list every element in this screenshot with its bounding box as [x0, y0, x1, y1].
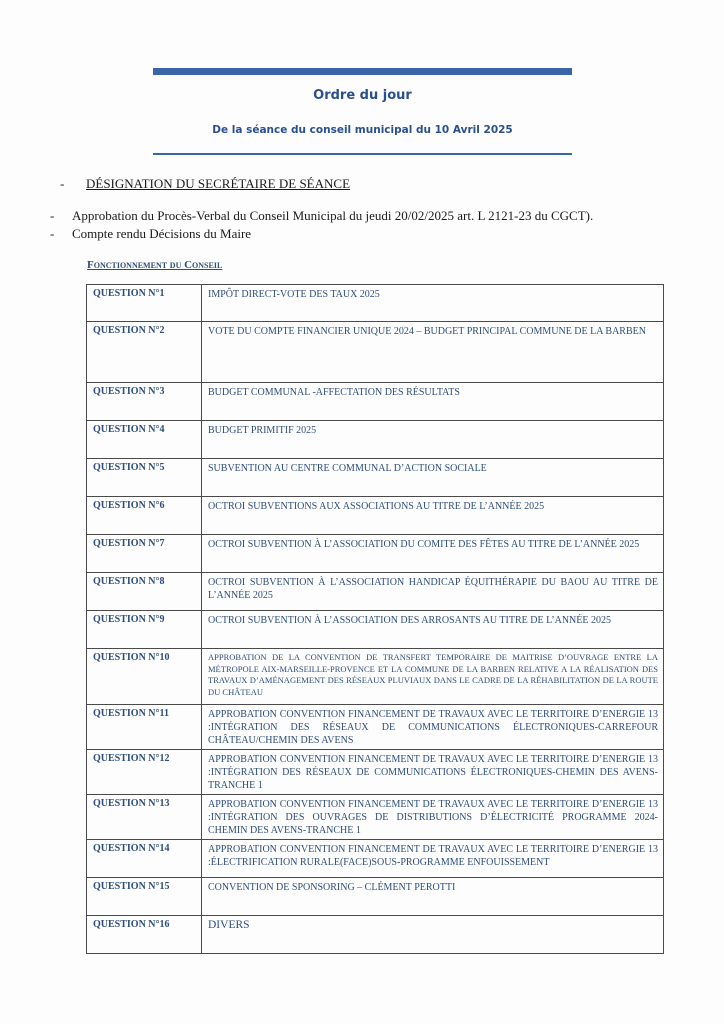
document-subtitle: De la séance du conseil municipal du 10 Avril 2025 — [212, 124, 513, 136]
list-dash: - — [50, 226, 55, 241]
question-label: QUESTION N°16 — [87, 916, 202, 954]
question-label: QUESTION N°14 — [87, 840, 202, 878]
question-label: QUESTION N°1 — [87, 285, 202, 322]
designation-text: DÉSIGNATION DU SECRÉTAIRE DE SÉANCE — [86, 176, 351, 191]
question-label: QUESTION N°13 — [87, 795, 202, 840]
question-label: QUESTION N°2 — [87, 322, 202, 383]
table-row — [87, 750, 664, 795]
table-row — [87, 322, 664, 383]
table-row — [87, 535, 664, 573]
table-row — [87, 421, 664, 459]
question-text: OCTROI SUBVENTION À L’ASSOCIATION DES ARROSANTS AU TITRE DE L’ANNÉE 2025 — [202, 611, 664, 649]
table-row — [87, 383, 664, 421]
table-row — [87, 705, 664, 750]
question-label: QUESTION N°9 — [87, 611, 202, 649]
document-title: Ordre du jour — [313, 88, 412, 103]
question-text: APPROBATION CONVENTION FINANCEMENT DE TRAVAUX AVEC LE TERRITOIRE D’ENERGIE 13 :INTÉGRATION DES OUVRAGES DE DISTRIBUTIONS D’ÉLECTRICITÉ PROGRAMME 2024- CHEMIN DES AVENS-TRANCHE 1 — [202, 795, 664, 840]
question-label: QUESTION N°6 — [87, 497, 202, 535]
question-text: SUBVENTION AU CENTRE COMMUNAL D’ACTION SOCIALE — [202, 459, 664, 497]
question-text: APPROBATION DE LA CONVENTION DE TRANSFERT TEMPORAIRE DE MAITRISE D’OUVRAGE ENTRE LA MÉTROPOLE AIX-MARSEILLE-PROVENCE ET LA COMMUNE DE LA BARBEN RELATIVE A LA RÉALISATION DES TRAVAUX D’AMÉNAGEMENT DES RÉSEAUX PLUVIAUX DANS LE CADRE DE LA RÉHABILITATION DE LA ROUTE DU CHÂTEAU — [202, 649, 664, 705]
question-text: APPROBATION CONVENTION FINANCEMENT DE TRAVAUX AVEC LE TERRITOIRE D’ENERGIE 13 :INTÉGRATION DES RÉSEAUX DE COMMUNICATIONS ÉLECTRONIQUES-CARREFOUR CHÂTEAU/CHEMIN DES AVENS — [202, 705, 664, 750]
question-text: BUDGET PRIMITIF 2025 — [202, 421, 664, 459]
table-row — [87, 795, 664, 840]
designation-line — [60, 176, 350, 192]
table-row — [87, 916, 664, 954]
question-text: DIVERS — [202, 916, 664, 954]
question-text: OCTROI SUBVENTIONS AUX ASSOCIATIONS AU TITRE DE L’ANNÉE 2025 — [202, 497, 664, 535]
table-row — [87, 840, 664, 878]
question-label: QUESTION N°11 — [87, 705, 202, 750]
section-title: Fonctionnement du Conseil — [87, 259, 223, 271]
question-label: QUESTION N°12 — [87, 750, 202, 795]
question-label: QUESTION N°3 — [87, 383, 202, 421]
list-item — [50, 225, 593, 243]
question-label: QUESTION N°15 — [87, 878, 202, 916]
header-bottom-rule — [153, 153, 572, 155]
header-top-rule — [153, 68, 572, 75]
list-item — [50, 207, 593, 225]
table-row — [87, 497, 664, 535]
table-row — [87, 649, 664, 705]
table-row — [87, 459, 664, 497]
list-item-text: Approbation du Procès-Verbal du Conseil Municipal du jeudi 20/02/2025 art. L 2121-23 du CGCT). — [72, 208, 594, 223]
question-text: CONVENTION DE SPONSORING – CLÉMENT PEROTTI — [202, 878, 664, 916]
question-label: QUESTION N°7 — [87, 535, 202, 573]
table-row — [87, 878, 664, 916]
designation-dash: - — [60, 176, 65, 191]
question-label: QUESTION N°8 — [87, 573, 202, 611]
table-row — [87, 285, 664, 322]
question-text: APPROBATION CONVENTION FINANCEMENT DE TRAVAUX AVEC LE TERRITOIRE D’ENERGIE 13 :INTÉGRATION DES RÉSEAUX DE COMMUNICATIONS ÉLECTRONIQUES-CHEMIN DES AVENS-TRANCHE 1 — [202, 750, 664, 795]
preliminary-items — [50, 207, 593, 243]
question-text: OCTROI SUBVENTION À L’ASSOCIATION DU COMITE DES FÊTES AU TITRE DE L’ANNÉE 2025 — [202, 535, 664, 573]
agenda-table — [86, 284, 664, 954]
question-label: QUESTION N°4 — [87, 421, 202, 459]
list-dash: - — [50, 208, 55, 223]
table-row — [87, 573, 664, 611]
question-text: OCTROI SUBVENTION À L’ASSOCIATION HANDICAP ÉQUITHÉRAPIE DU BAOU AU TITRE DE L’ANNÉE 2025 — [202, 573, 664, 611]
table-row — [87, 611, 664, 649]
question-text: BUDGET COMMUNAL -AFFECTATION DES RÉSULTATS — [202, 383, 664, 421]
question-text: IMPÔT DIRECT-VOTE DES TAUX 2025 — [202, 285, 664, 322]
question-label: QUESTION N°10 — [87, 649, 202, 705]
question-label: QUESTION N°5 — [87, 459, 202, 497]
list-item-text: Compte rendu Décisions du Maire — [72, 226, 252, 241]
question-text: VOTE DU COMPTE FINANCIER UNIQUE 2024 – BUDGET PRINCIPAL COMMUNE DE LA BARBEN — [202, 322, 664, 383]
question-text: APPROBATION CONVENTION FINANCEMENT DE TRAVAUX AVEC LE TERRITOIRE D’ENERGIE 13 :ÉLECTRIFICATION RURALE(FACE)SOUS-PROGRAMME ENFOUISSEMENT — [202, 840, 664, 878]
